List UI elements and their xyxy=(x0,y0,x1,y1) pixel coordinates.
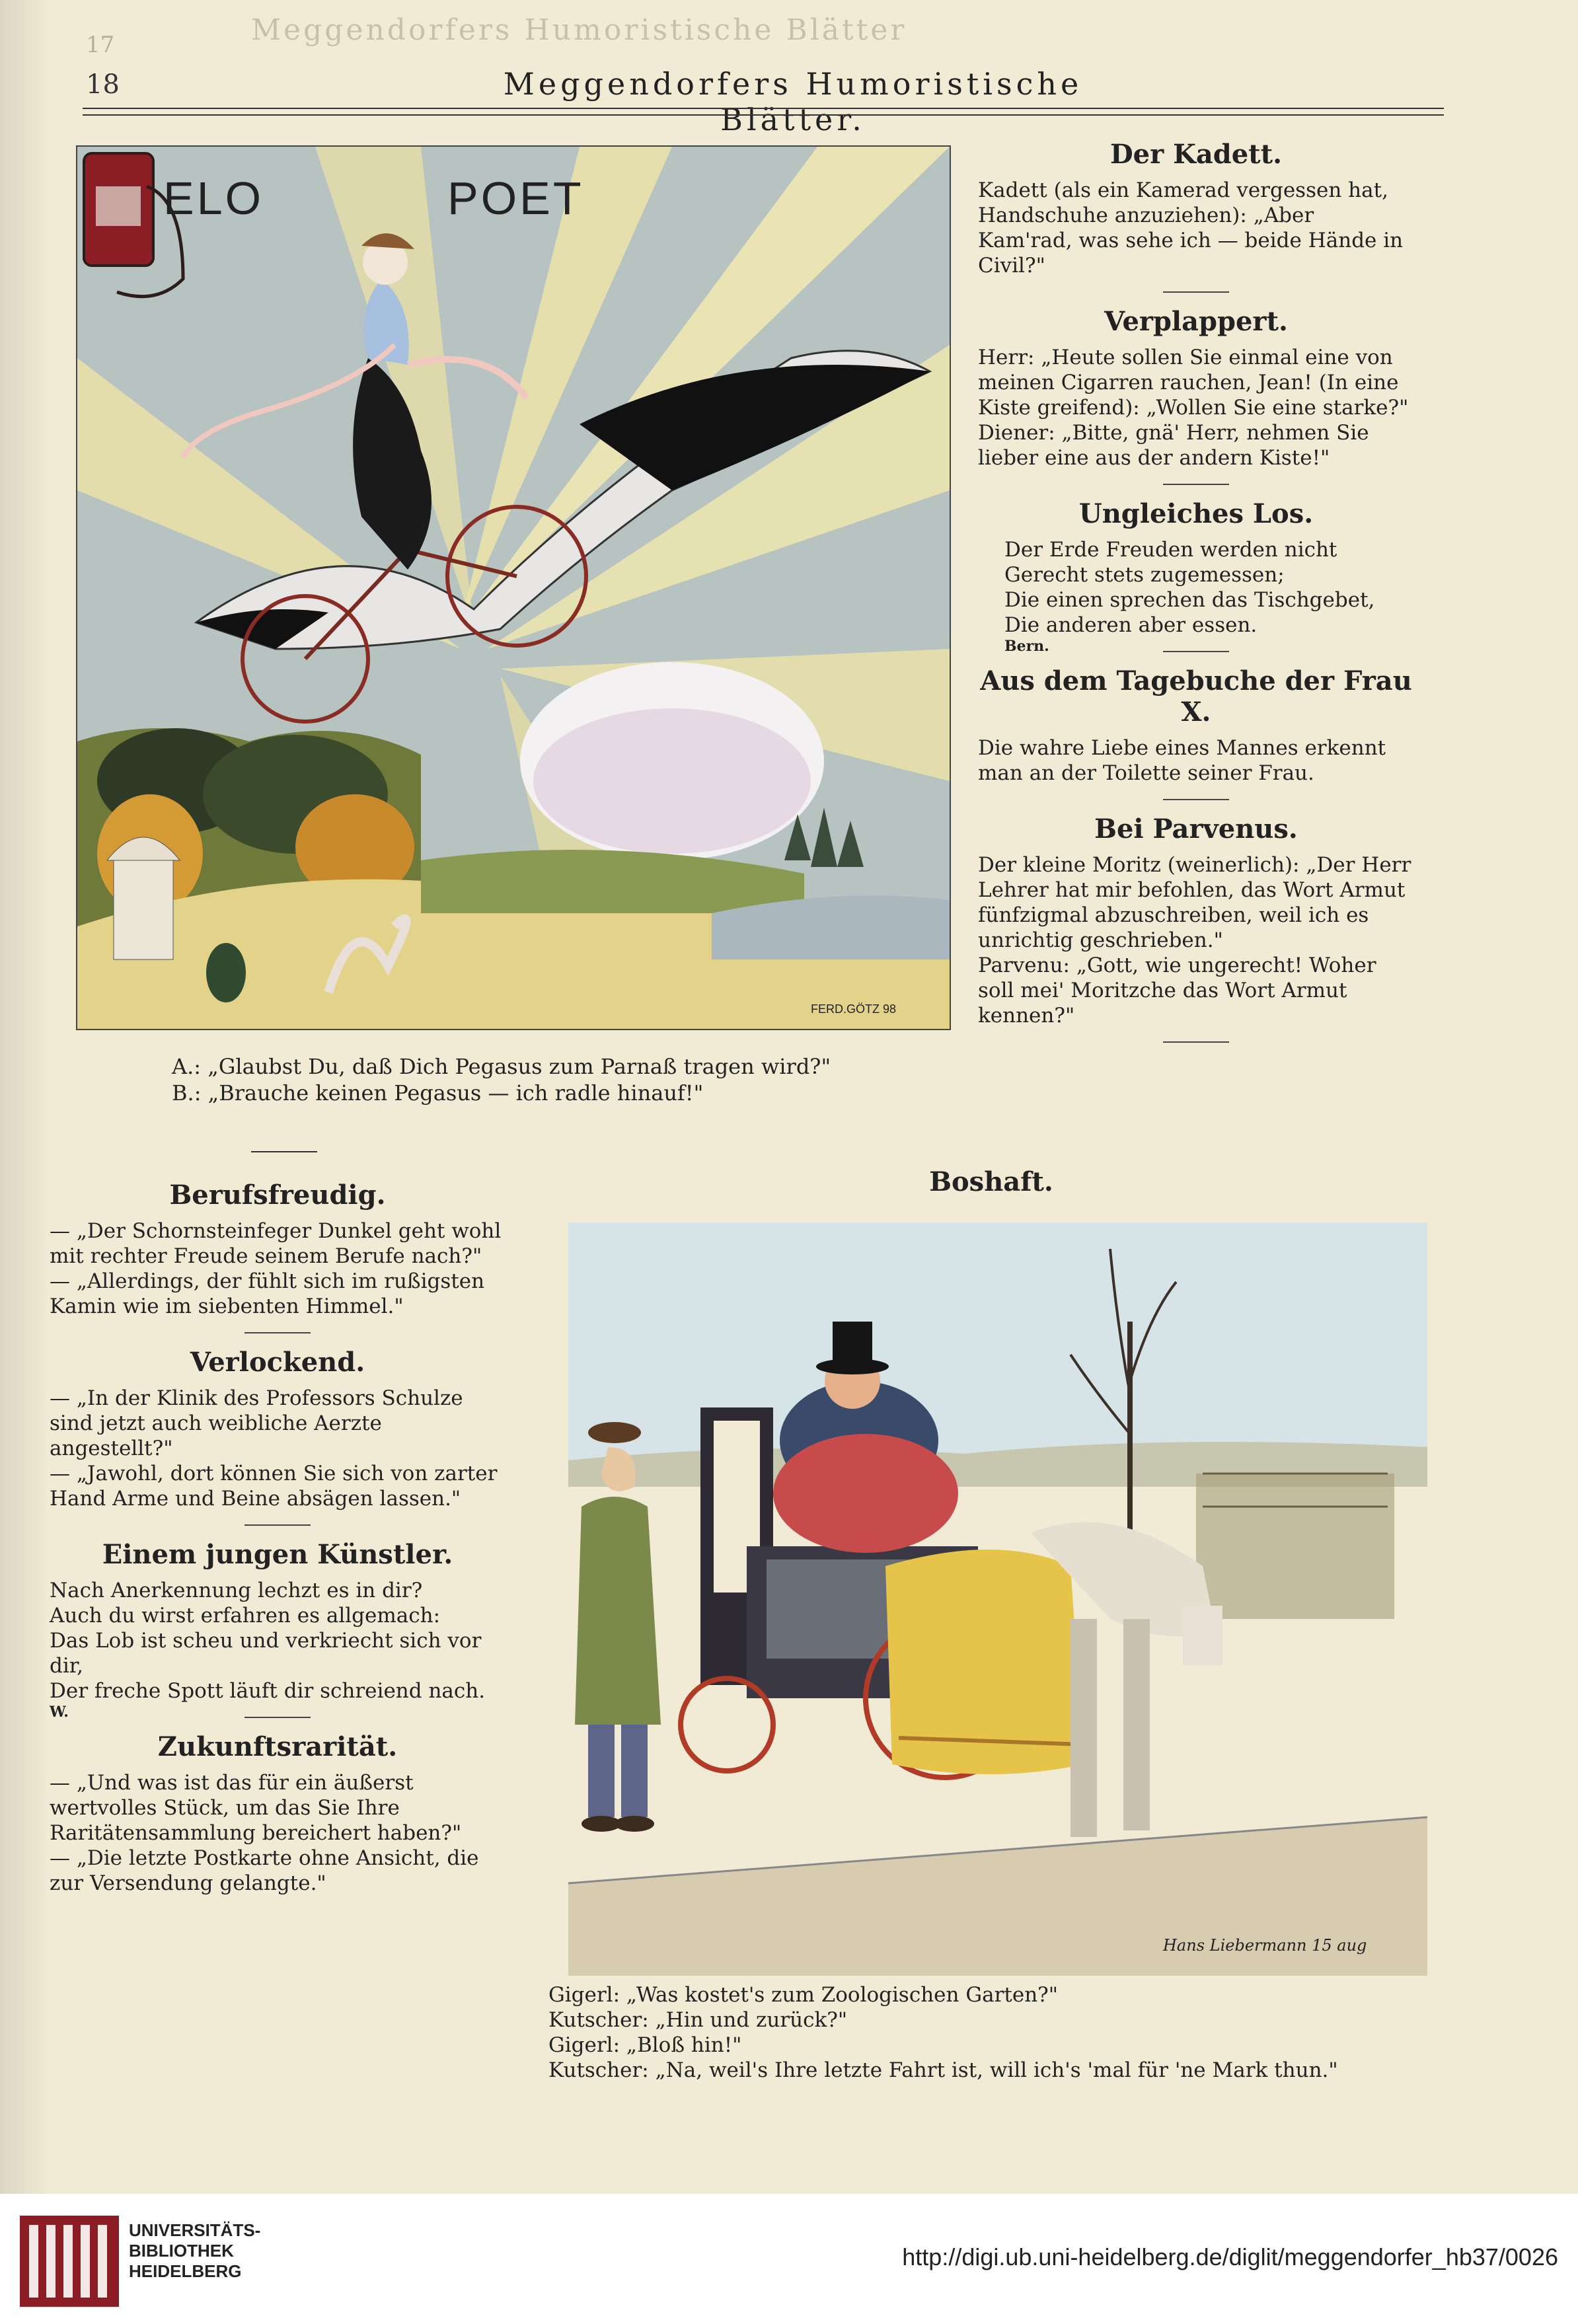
velo-caption-b: B.: „Brauche keinen Pegasus — ich radle hinauf!" xyxy=(172,1080,704,1106)
bleed-through-text: Meggendorfers Humoristische Blätter xyxy=(251,13,907,47)
verplappert-line1: Herr: „Heute sollen Sie einmal eine von meinen Cigarren rauchen, Jean! (In eine Kiste greifend): „Wollen Sie eine starke?" xyxy=(978,346,1409,420)
berufsfreudig-line1: — „Der Schornsteinfeger Dunkel geht wohl mit rechter Freude seinem Berufe nach?" xyxy=(50,1219,502,1268)
ungleiches-los-poem xyxy=(1004,537,1414,655)
poem-line: Die anderen aber essen. xyxy=(1004,613,1258,637)
boshaft-illustration xyxy=(568,1222,1427,1976)
poem-line: Gerecht stets zugemessen; xyxy=(1004,563,1285,587)
kuenstler-title: Einem jungen Künstler. xyxy=(102,1539,453,1570)
poem-line: Die einen sprechen das Tischgebet, xyxy=(1004,588,1375,612)
zukunft-title: Zukunftsrarität. xyxy=(157,1731,398,1762)
separator xyxy=(244,1717,311,1718)
velo-artist-signature: FERD.GÖTZ 98 xyxy=(811,1002,897,1016)
poem-author: Bern. xyxy=(1004,638,1049,655)
separator xyxy=(251,1151,317,1152)
library-name-line: UNIVERSITÄTS- xyxy=(129,2220,261,2240)
velo-caption-a: A.: „Glaubst Du, daß Dich Pegasus zum Parnaß tragen wird?" xyxy=(172,1054,831,1079)
parvenus-title: Bei Parvenus. xyxy=(1094,813,1298,844)
page-number: 18 xyxy=(86,69,120,100)
kuenstler-poem xyxy=(50,1578,506,1721)
separator xyxy=(244,1332,311,1333)
dialogue-line: Gigerl: „Bloß hin!" xyxy=(548,2033,742,2057)
separator xyxy=(1163,484,1229,485)
running-title: Meggendorfers Humoristische Blätter. xyxy=(503,66,1083,137)
library-name xyxy=(129,2220,260,2282)
header-rule xyxy=(83,108,1444,109)
poem-line: Der Erde Freuden werden nicht xyxy=(1004,538,1337,562)
poem-line: Das Lob ist scheu und verkriecht sich vor dir, xyxy=(50,1629,482,1678)
separator xyxy=(1163,1041,1229,1043)
velo-poet-drawing xyxy=(77,147,950,1029)
velo-poet-illustration xyxy=(76,145,951,1030)
boshaft-artist-signature: Hans Liebermann 15 aug xyxy=(1163,1936,1367,1955)
university-logo-icon xyxy=(20,2216,119,2307)
zukunft-line1: — „Und was ist das für ein äußerst wertvolles Stück, um das Sie Ihre Raritätensammlung bereichert haben?" xyxy=(50,1771,462,1845)
faint-page-number: 17 xyxy=(86,32,115,58)
ungleiches-los-title: Ungleiches Los. xyxy=(1078,498,1314,529)
verlockend-title: Verlockend. xyxy=(190,1347,365,1378)
separator xyxy=(1163,799,1229,800)
header-rule-2 xyxy=(83,114,1444,116)
dialogue-line: Kutscher: „Hin und zurück?" xyxy=(548,2008,848,2032)
berufsfreudig-line2: — „Allerdings, der fühlt sich im rußigsten Kamin wie im siebenten Himmel." xyxy=(50,1269,485,1318)
boshaft-section xyxy=(542,1166,1441,1197)
verlockend-line2: — „Jawohl, dort können Sie sich von zarter Hand Arme und Beine absägen lassen." xyxy=(50,1462,498,1511)
library-name-line: HEIDELBERG xyxy=(129,2261,242,2281)
verplappert-line2: Diener: „Bitte, gnä' Herr, nehmen Sie lieber eine aus der andern Kiste!" xyxy=(978,421,1369,470)
tagebuch-title: Aus dem Tagebuche der Frau X. xyxy=(980,665,1412,728)
verplappert-title: Verplappert. xyxy=(1104,306,1288,337)
berufsfreudig-title: Berufsfreudig. xyxy=(169,1180,386,1211)
parvenus-line1: Der kleine Moritz (weinerlich): „Der Herr Lehrer hat mir befohlen, das Wort Armut fünfzigmal abzuschreiben, weil ich es unrichtig geschrieben." xyxy=(978,853,1411,952)
zukunft-line2: — „Die letzte Postkarte ohne Ansicht, die zur Versendung gelangte." xyxy=(50,1846,479,1895)
separator xyxy=(1163,651,1229,652)
left-column xyxy=(50,1180,506,1896)
dialogue-line: Gigerl: „Was kostet's zum Zoologischen Garten?" xyxy=(548,1983,1059,2007)
source-url-link[interactable]: http://digi.ub.uni-heidelberg.de/diglit/meggendorfer_hb37/0026 xyxy=(902,2243,1558,2270)
parvenus-line2: Parvenu: „Gott, wie ungerecht! Woher soll mei' Moritzche das Wort Armut kennen?" xyxy=(978,954,1376,1028)
viewer-footer xyxy=(0,2194,1578,2324)
boshaft-title: Boshaft. xyxy=(929,1166,1053,1197)
kadett-text: Kadett (als ein Kamerad vergessen hat, Handschuhe anzuziehen): „Aber Kam'rad, was sehe ich — beide Hände in Civil?" xyxy=(978,178,1404,278)
verlockend-line1: — „In der Klinik des Professors Schulze sind jetzt auch weibliche Aerzte angestellt?" xyxy=(50,1386,463,1460)
dialogue-line: Kutscher: „Na, weil's Ihre letzte Fahrt ist, will ich's 'mal für 'ne Mark thun." xyxy=(548,2058,1338,2082)
velo-title-left: ELO xyxy=(163,172,264,224)
poem-author: W. xyxy=(50,1704,69,1721)
separator xyxy=(1163,291,1229,293)
tagebuch-text: Die wahre Liebe eines Mannes erkennt man an der Toilette seiner Frau. xyxy=(978,736,1386,785)
boshaft-dialogue xyxy=(548,1982,1434,2083)
carriage-drawing xyxy=(568,1222,1427,1976)
poem-line: Nach Anerkennung lechzt es in dir? xyxy=(50,1579,423,1602)
separator xyxy=(244,1524,311,1526)
right-column xyxy=(978,139,1414,1056)
velo-title-right: POET xyxy=(447,172,584,224)
kadett-title: Der Kadett. xyxy=(1109,139,1283,170)
library-name-line: BIBLIOTHEK xyxy=(129,2241,234,2261)
poem-line: Auch du wirst erfahren es allgemach: xyxy=(50,1604,441,1628)
poem-line: Der freche Spott läuft dir schreiend nach. xyxy=(50,1679,486,1703)
